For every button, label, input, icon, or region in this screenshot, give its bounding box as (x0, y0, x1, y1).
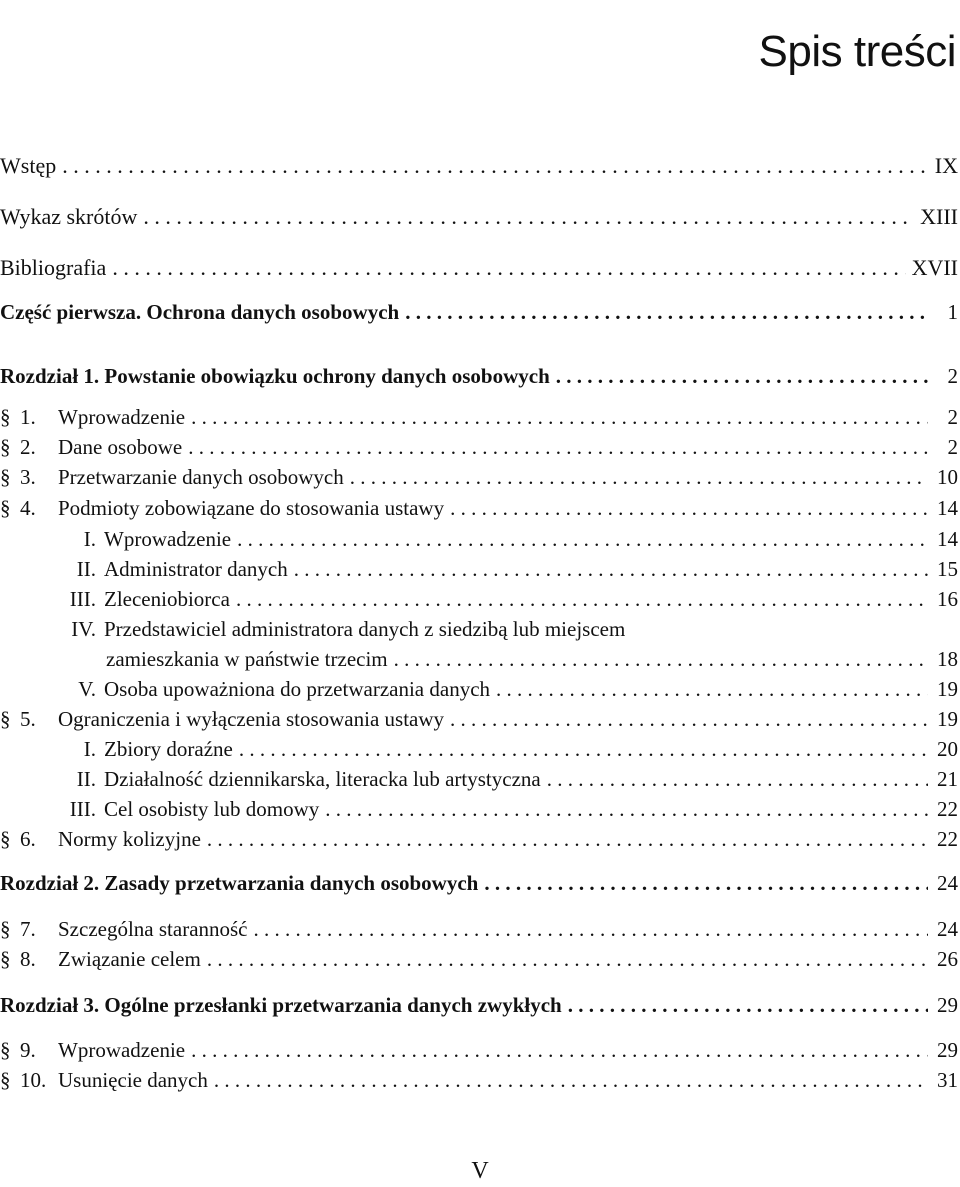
subsection-number: I. (83, 737, 96, 761)
toc-page-number: 15 (937, 557, 958, 581)
toc-page-number: 22 (937, 797, 958, 821)
paragraph-number: 5. (20, 707, 36, 731)
toc-entry-label: Osoba upoważniona do przetwarzania danych (104, 677, 491, 701)
section-sign: § (0, 917, 11, 941)
page-title: Spis treści (758, 27, 956, 77)
section-sign: § (0, 707, 11, 731)
toc-entry-label: Normy kolizyjne (58, 827, 201, 851)
toc-entry-paragraph-4[interactable] (0, 496, 958, 521)
toc-entry-label: Dane osobowe (58, 435, 183, 459)
paragraph-number: 3. (20, 465, 36, 489)
toc-entry-subsection-5-1[interactable] (0, 737, 958, 762)
toc-entry-label: Szczególna staranność (58, 917, 248, 941)
paragraph-number: 10. (20, 1068, 47, 1092)
toc-page-number: 22 (937, 827, 958, 851)
toc-entry-label: Część pierwsza. Ochrona danych osobowych (0, 300, 400, 324)
leader-dots (350, 465, 928, 490)
leader-dots (237, 527, 928, 552)
toc-page-number: 14 (937, 496, 958, 520)
toc-entry-paragraph-1[interactable] (0, 405, 958, 430)
section-sign: § (0, 1068, 11, 1092)
leader-dots (294, 557, 928, 582)
toc-page-number: 18 (937, 647, 958, 671)
leader-dots (214, 1068, 928, 1093)
toc-entry-subsection-5-3[interactable] (0, 797, 958, 822)
paragraph-number: 1. (20, 405, 36, 429)
toc-page-number: XVII (911, 255, 958, 280)
toc-page-number: 19 (937, 677, 958, 701)
toc-entry-label: Działalność dziennikarska, literacka lub artystyczna (104, 767, 541, 791)
toc-page-number: 29 (937, 993, 958, 1017)
toc-entry-label: Bibliografia (0, 255, 107, 280)
leader-dots (191, 1038, 928, 1063)
subsection-number: III. (69, 797, 96, 821)
toc-entry-label: Wstęp (0, 153, 57, 178)
toc-entry-label: Przedstawiciel administratora danych z siedzibą lub miejscem (104, 617, 626, 641)
leader-dots (450, 496, 928, 521)
toc-entry-paragraph-3[interactable] (0, 465, 958, 490)
toc-page-number: 29 (937, 1038, 958, 1062)
toc-entry-label: Zbiory doraźne (104, 737, 233, 761)
toc-page-number: 10 (937, 465, 958, 489)
toc-entry-label-continued: zamieszkania w państwie trzecim (106, 647, 388, 671)
leader-dots (547, 767, 928, 792)
toc-entry-label: Wprowadzenie (58, 405, 186, 429)
toc-page-number: 24 (937, 917, 958, 941)
leader-dots (191, 405, 928, 430)
toc-page-number: 16 (937, 587, 958, 611)
subsection-number: III. (69, 587, 96, 611)
toc-page-number: 2 (947, 364, 958, 388)
leader-dots (239, 737, 928, 762)
toc-entry-paragraph-10[interactable] (0, 1068, 958, 1093)
toc-entry-chapter-3[interactable] (0, 993, 958, 1018)
toc-entry-paragraph-7[interactable] (0, 917, 958, 942)
paragraph-number: 2. (20, 435, 36, 459)
toc-entry-subsection-4-4-line1[interactable] (0, 617, 958, 642)
toc-entry-subsection-4-2[interactable] (0, 557, 958, 582)
toc-entry-subsection-4-4-line2[interactable] (0, 647, 958, 672)
toc-entry-label: Przetwarzanie danych osobowych (58, 465, 344, 489)
toc-entry-paragraph-2[interactable] (0, 435, 958, 460)
subsection-number: IV. (71, 617, 96, 641)
paragraph-number: 9. (20, 1038, 36, 1062)
toc-entry-wstep[interactable] (0, 153, 958, 179)
leader-dots (207, 827, 928, 852)
leader-dots (236, 587, 928, 612)
paragraph-number: 6. (20, 827, 36, 851)
toc-entry-subsection-4-1[interactable] (0, 527, 958, 552)
toc-page-number: IX (934, 153, 958, 178)
toc-entry-label: Wykaz skrótów (0, 204, 138, 229)
toc-entry-label: Wprowadzenie (58, 1038, 186, 1062)
toc-entry-label: Usunięcie danych (58, 1068, 208, 1092)
toc-entry-bibliografia[interactable] (0, 255, 958, 281)
section-sign: § (0, 947, 11, 971)
toc-entry-paragraph-6[interactable] (0, 827, 958, 852)
toc-page-number: 19 (937, 707, 958, 731)
toc-entry-label: Cel osobisty lub domowy (104, 797, 320, 821)
toc-page-number: XIII (920, 204, 958, 229)
toc-page-number: 21 (937, 767, 958, 791)
section-sign: § (0, 405, 11, 429)
toc-entry-label: Rozdział 1. Powstanie obowiązku ochrony danych osobowych (0, 364, 550, 388)
leader-dots (496, 677, 928, 702)
section-sign: § (0, 465, 11, 489)
toc-entry-chapter-2[interactable] (0, 871, 958, 896)
toc-entry-chapter-1[interactable] (0, 364, 958, 389)
toc-entry-paragraph-9[interactable] (0, 1038, 958, 1063)
section-sign: § (0, 435, 11, 459)
toc-entry-label: Rozdział 3. Ogólne przesłanki przetwarzania danych zwykłych (0, 993, 562, 1017)
toc-page-number: 26 (937, 947, 958, 971)
leader-dots (450, 707, 928, 732)
leader-dots (405, 300, 928, 325)
subsection-number: II. (76, 557, 96, 581)
toc-entry-wykaz-skrotow[interactable] (0, 204, 958, 230)
toc-entry-part-1[interactable] (0, 300, 958, 325)
toc-entry-paragraph-8[interactable] (0, 947, 958, 972)
subsection-number: I. (83, 527, 96, 551)
toc-page-number: 14 (937, 527, 958, 551)
leader-dots (394, 647, 928, 672)
leader-dots (484, 871, 928, 896)
toc-entry-label: Wprowadzenie (104, 527, 232, 551)
section-sign: § (0, 1038, 11, 1062)
toc-page-number: 1 (947, 300, 958, 324)
subsection-number: II. (76, 767, 96, 791)
section-sign: § (0, 496, 11, 520)
paragraph-number: 8. (20, 947, 36, 971)
toc-entry-label: Związanie celem (58, 947, 201, 971)
toc-page-number: 24 (937, 871, 958, 895)
section-sign: § (0, 827, 11, 851)
leader-dots (254, 917, 928, 942)
paragraph-number: 7. (20, 917, 36, 941)
leader-dots (207, 947, 928, 972)
leader-dots (188, 435, 928, 460)
leader-dots (568, 993, 928, 1018)
leader-dots (556, 364, 928, 389)
page-footer-number: V (471, 1158, 489, 1184)
toc-entry-label: Rozdział 2. Zasady przetwarzania danych osobowych (0, 871, 479, 895)
toc-page-number: 2 (947, 435, 958, 459)
toc-entry-label: Administrator danych (104, 557, 288, 581)
leader-dots (325, 797, 928, 822)
toc-entry-subsection-5-2[interactable] (0, 767, 958, 792)
toc-entry-label: Podmioty zobowiązane do stosowania ustawy (58, 496, 445, 520)
toc-entry-label: Zleceniobiorca (104, 587, 230, 611)
subsection-number: V. (78, 677, 96, 701)
toc-entry-subsection-4-3[interactable] (0, 587, 958, 612)
toc-page-number: 31 (937, 1068, 958, 1092)
toc-entry-subsection-4-5[interactable] (0, 677, 958, 702)
toc-page-number: 2 (947, 405, 958, 429)
toc-page-number: 20 (937, 737, 958, 761)
paragraph-number: 4. (20, 496, 36, 520)
toc-entry-paragraph-5[interactable] (0, 707, 958, 732)
toc-entry-label: Ograniczenia i wyłączenia stosowania ustawy (58, 707, 445, 731)
leader-dots (143, 204, 914, 230)
leader-dots (112, 255, 905, 281)
leader-dots (62, 153, 928, 179)
